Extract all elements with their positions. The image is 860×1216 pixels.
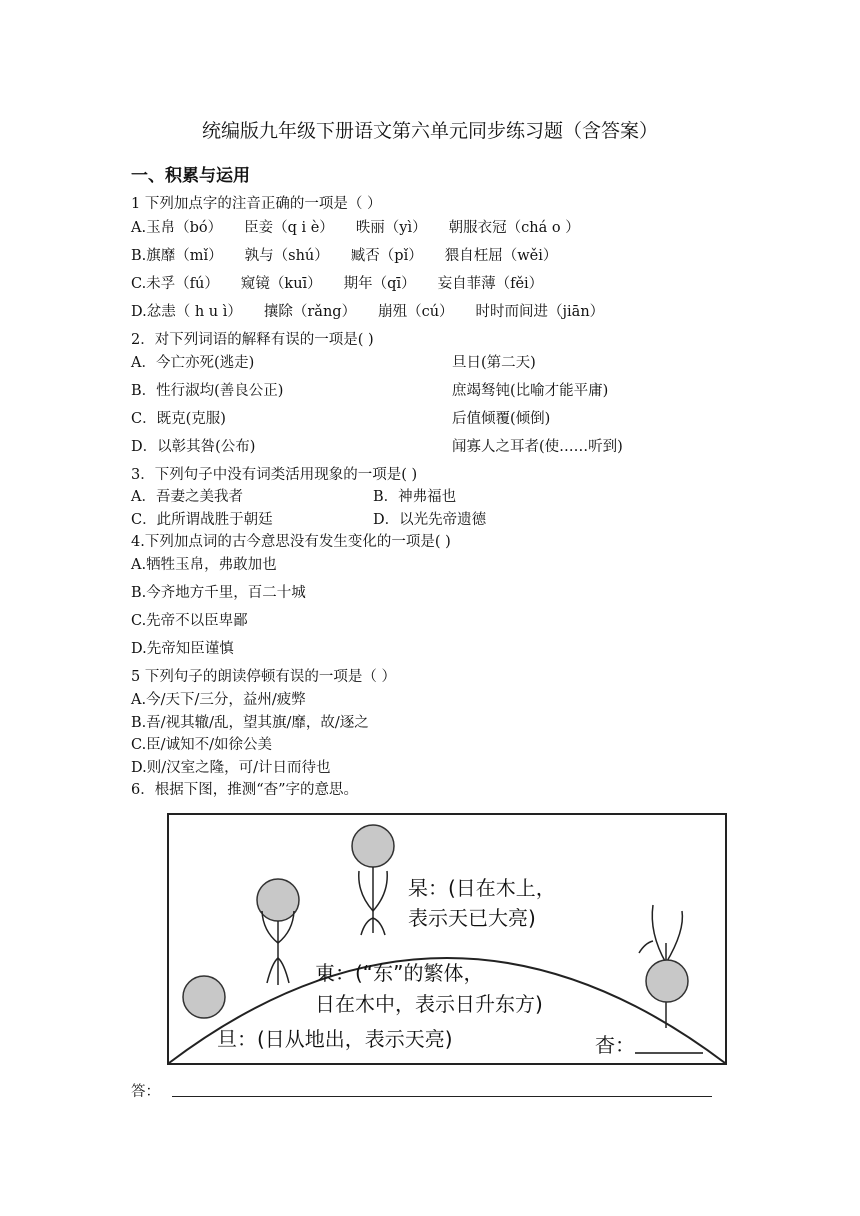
q3-d: D．以光先帝遗德 xyxy=(373,512,487,528)
q1-c-4: 妄自菲薄（fěi） xyxy=(437,276,544,292)
gao-label-1: 杲：(日在木上， xyxy=(408,876,556,900)
q2-stem: 2．对下列词语的解释有误的一项是( ) xyxy=(131,332,374,348)
sun-icon xyxy=(183,976,225,1018)
q4-option-a: A.牺牲玉帛，弗敢加也 xyxy=(131,557,277,573)
q2-c-right: 后值倾覆(倾倒) xyxy=(452,411,551,427)
q4-stem: 4.下列加点词的古今意思没有发生变化的一项是( ) xyxy=(131,534,451,550)
q1-a-3: 昳丽（yì） xyxy=(355,220,427,236)
q5-option-d: D.则/汉室之隆，可/计日而待也 xyxy=(131,760,331,776)
q2-b-right: 庶竭驽钝(比喻才能平庸) xyxy=(452,383,609,399)
q5-option-a: A.今/天下/三分，益州/疲弊 xyxy=(131,692,306,708)
q3-stem: 3．下列句子中没有词类活用现象的一项是( ) xyxy=(131,467,418,483)
q2-d-right: 闻寡人之耳者(使……听到) xyxy=(452,439,623,455)
q3-c: C．此所谓战胜于朝廷 xyxy=(131,512,273,528)
q5-option-b: B.吾/视其辙/乱，望其旗/靡，故/逐之 xyxy=(131,715,369,731)
q3-b: B．神弗福也 xyxy=(373,489,457,505)
q3-a: A．吾妻之美我者 xyxy=(131,489,243,505)
q2-a-left: A．今亡亦死(逃走) xyxy=(131,355,255,371)
q1-c-3: 期年（qī） xyxy=(343,276,416,292)
q2-c-left: C．既克(克服) xyxy=(131,411,226,427)
section-heading: 一、积累与运用 xyxy=(131,166,250,186)
yao-label: 杳： xyxy=(595,1033,635,1057)
q1-stem: 1 下列加点字的注音正确的一项是（ ） xyxy=(131,196,382,212)
q1-d-3: 崩殂（cú） xyxy=(378,304,454,320)
q1-d-2: 攘除（rǎng） xyxy=(263,304,357,320)
q1-b-1: B.旗靡（mǐ） xyxy=(131,248,223,264)
q2-d-left: D．以彰其咎(公布) xyxy=(131,439,256,455)
q1-b-2: 孰与（shú） xyxy=(244,248,329,264)
q1-a-4: 朝服衣冠（chá o ） xyxy=(448,220,580,236)
q2-a-right: 旦日(第二天) xyxy=(452,355,536,371)
q2-b-left: B．性行淑均(善良公正) xyxy=(131,383,284,399)
dong-label-1: 東：(“东”的繁体， xyxy=(315,961,484,985)
answer-label: 答： xyxy=(131,1084,160,1100)
q1-b-4: 猥自枉屈（wěi） xyxy=(444,248,558,264)
q1-option-c xyxy=(131,274,543,294)
q5-option-c: C.臣/诚知不/如徐公美 xyxy=(131,737,272,753)
character-figure xyxy=(167,813,727,1065)
gao-label-2: 表示天已大亮) xyxy=(408,906,536,930)
q1-option-a xyxy=(131,218,580,238)
dong-label-2: 日在木中，表示日升东方) xyxy=(315,992,543,1016)
q1-d-1: D.忿恚（ h u ì） xyxy=(131,304,242,320)
q1-c-1: C.未孚（fú） xyxy=(131,276,219,292)
answer-line xyxy=(172,1096,712,1097)
q1-option-b xyxy=(131,246,557,266)
q1-a-1: A.玉帛（bó） xyxy=(131,220,223,236)
q1-b-3: 臧否（pǐ） xyxy=(350,248,423,264)
q4-option-c: C.先帝不以臣卑鄙 xyxy=(131,613,248,629)
page-title: 统编版九年级下册语文第六单元同步练习题（含答案） xyxy=(201,120,658,142)
q1-option-d xyxy=(131,302,604,322)
q4-option-d: D.先帝知臣谨慎 xyxy=(131,641,234,657)
q6-stem: 6．根据下图，推测“杳”字的意思。 xyxy=(131,782,359,798)
q1-d-4: 时时而间进（jiān） xyxy=(475,304,605,320)
q1-a-2: 臣妾（q i è） xyxy=(244,220,334,236)
q1-c-2: 窥镜（kuī） xyxy=(240,276,322,292)
q5-stem: 5 下列句子的朗读停顿有误的一项是（ ） xyxy=(131,669,396,685)
dan-label: 旦：(日从地出，表示天亮) xyxy=(217,1027,453,1051)
q4-option-b: B.今齐地方千里，百二十城 xyxy=(131,585,306,601)
